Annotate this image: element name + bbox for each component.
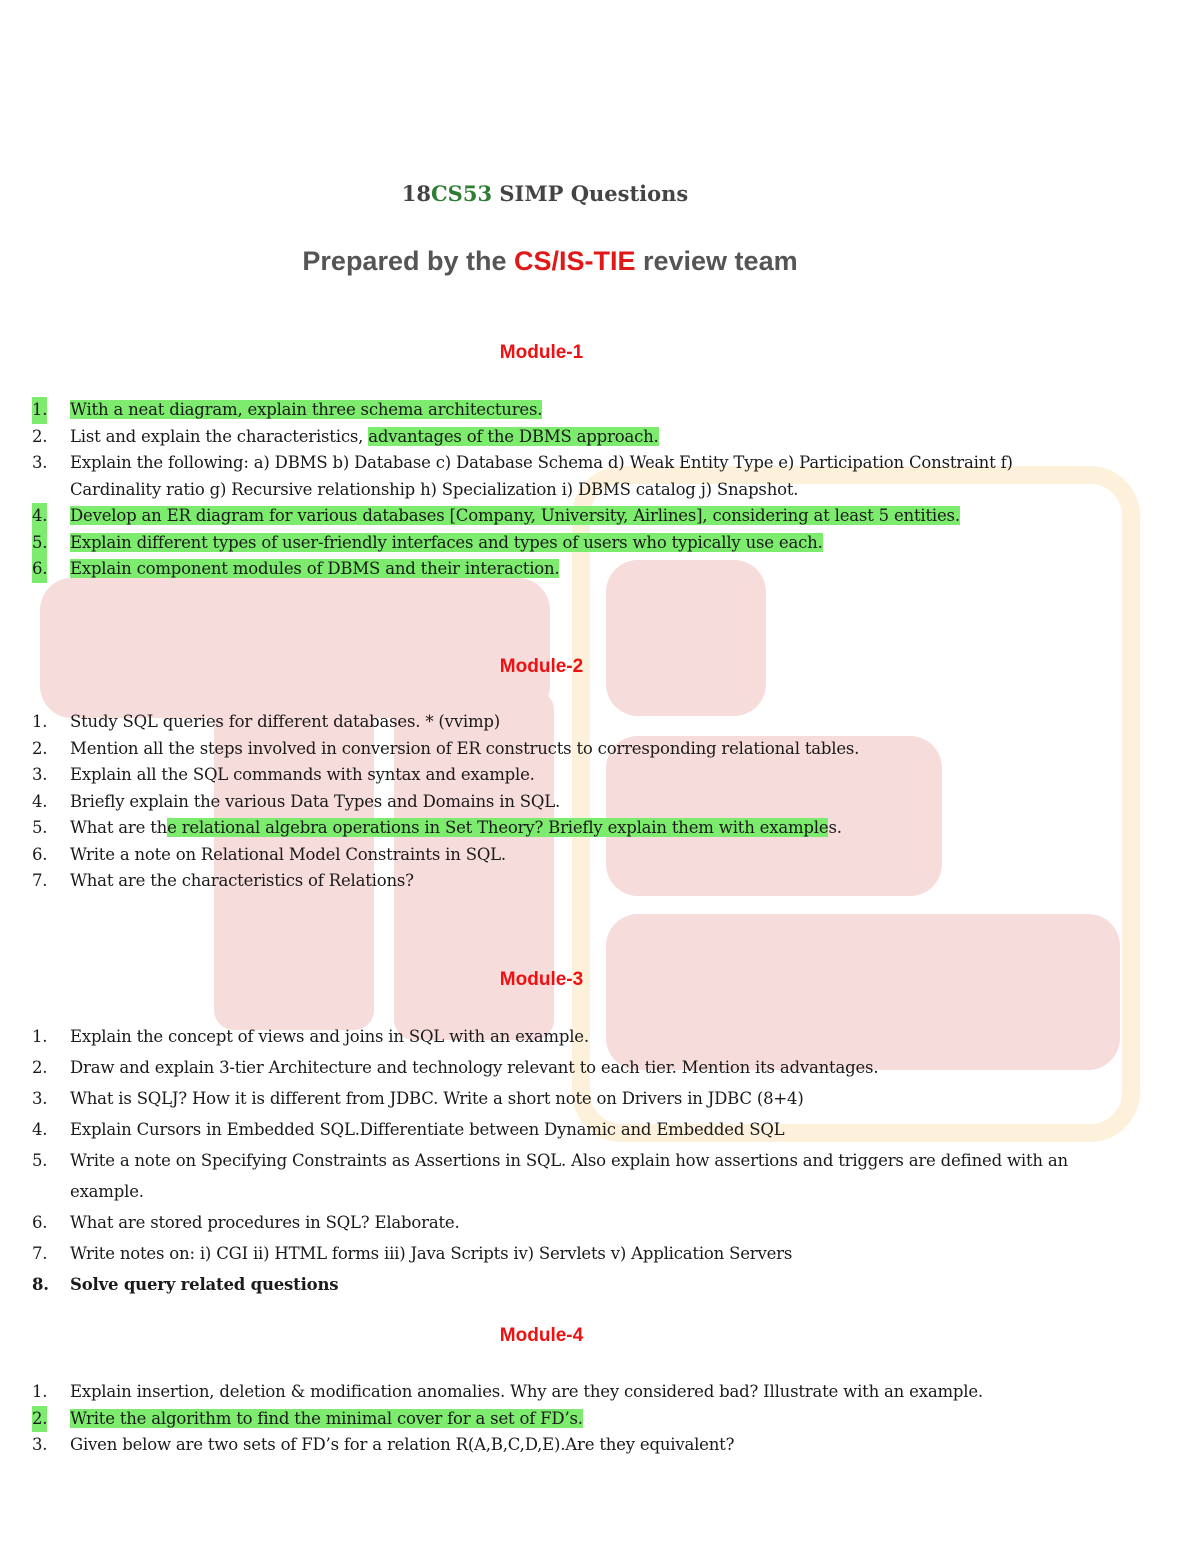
item-number: 5. <box>32 530 47 557</box>
list-item <box>32 789 1082 816</box>
list-item <box>32 762 1082 789</box>
item-text: Explain the following: a) DBMS b) Database c) Database Schema d) Weak Entity Type e) Participation Constraint f) Cardinality ratio g) Recursive relationship h) Specialization i) DBMS catalog j) Snapshot. <box>70 453 1013 499</box>
item-number: 3. <box>32 1435 48 1454</box>
item-number: 1. <box>32 1382 48 1401</box>
item-text: Draw and explain 3-tier Architecture and technology relevant to each tier. Mention its advantages. <box>70 1058 879 1077</box>
list-item <box>32 1238 1082 1269</box>
item-text: Study SQL queries for different databases. * (vvimp) <box>70 712 501 731</box>
item-text: What are the characteristics of Relations? <box>70 871 414 890</box>
title-rest: SIMP Questions <box>492 181 689 206</box>
list-item <box>32 1114 1082 1145</box>
list-item <box>32 530 1082 557</box>
item-text: Briefly explain the various Data Types and Domains in SQL. <box>70 791 561 811</box>
list-item <box>32 868 1082 895</box>
item-number: 2. <box>32 738 48 758</box>
item-text: Develop an ER diagram for various databases [Company, University, Airlines], considering at least 5 entities. <box>70 506 960 525</box>
item-text: What is SQLJ? How it is different from JDBC. Write a short note on Drivers in JDBC (8+4) <box>70 1089 804 1108</box>
list-item <box>32 736 1082 763</box>
module-2-heading: Module-2 <box>499 656 584 677</box>
item-text: s. <box>828 818 842 837</box>
item-number: 6. <box>32 1213 48 1232</box>
module-3-list <box>32 1021 1082 1300</box>
item-text: What are stored procedures in SQL? Elaborate. <box>70 1213 460 1232</box>
item-text: Write a note on Relational Model Constraints in SQL. <box>70 844 506 864</box>
item-number: 1. <box>32 1027 48 1046</box>
page-subtitle <box>0 246 1100 277</box>
item-number: 1. <box>32 397 47 424</box>
item-number: 4. <box>32 1120 48 1139</box>
item-text: Given below are two sets of FD’s for a relation R(A,B,C,D,E).Are they equivalent? <box>70 1435 735 1454</box>
item-highlight: advantages of the DBMS approach. <box>368 426 659 446</box>
item-text: Explain all the SQL commands with syntax and example. <box>70 765 535 784</box>
item-number: 1. <box>32 712 48 731</box>
list-item <box>32 709 1082 736</box>
list-item <box>32 1406 1082 1433</box>
item-number: 8. <box>32 1275 49 1294</box>
list-item <box>32 1207 1082 1238</box>
course-code: CS53 <box>430 181 493 206</box>
item-text: What are th <box>70 818 168 837</box>
item-number: 3. <box>32 1089 48 1108</box>
item-highlight: e relational algebra operations in Set Theory? Briefly explain them with example <box>167 818 829 837</box>
list-item <box>32 397 1082 424</box>
item-text: Write a note on Specifying Constraints as Assertions in SQL. Also explain how assertions and triggers are defined with an example. <box>70 1151 1068 1201</box>
list-item <box>32 1145 1082 1207</box>
item-number: 7. <box>32 1244 48 1263</box>
list-item <box>32 503 1082 530</box>
subtitle-suffix: review team <box>635 246 798 276</box>
title-prefix: 18 <box>401 181 431 206</box>
list-item <box>32 1021 1082 1052</box>
module-3-heading: Module-3 <box>499 969 584 990</box>
item-text: Explain insertion, deletion & modification anomalies. Why are they considered bad? Illustrate with an example. <box>70 1382 983 1401</box>
item-text: Explain the concept of views and joins in SQL with an example. <box>70 1027 589 1046</box>
item-text: Write the algorithm to find the minimal cover for a set of FD’s. <box>70 1408 583 1428</box>
item-number: 6. <box>32 556 47 583</box>
item-text: Explain different types of user-friendly interfaces and types of users who typically use each. <box>70 532 823 552</box>
item-number: 3. <box>32 765 48 784</box>
module-2-list <box>32 709 1082 895</box>
list-item <box>32 424 1082 451</box>
item-number: 2. <box>32 426 48 446</box>
item-text: List and explain the characteristics, <box>70 426 369 446</box>
item-text: With a neat diagram, explain three schema architectures. <box>70 400 543 419</box>
module-1-list <box>32 397 1082 583</box>
subtitle-prefix: Prepared by the <box>302 246 514 276</box>
item-number: 6. <box>32 844 48 864</box>
item-number: 5. <box>32 818 48 837</box>
team-name: CS/IS-TIE <box>513 246 636 276</box>
list-item <box>32 1269 1082 1300</box>
item-number: 5. <box>32 1151 48 1170</box>
item-number: 2. <box>32 1406 47 1433</box>
list-item <box>32 1052 1082 1083</box>
item-text: Mention all the steps involved in conversion of ER constructs to corresponding relational tables. <box>70 738 860 758</box>
list-item <box>32 1083 1082 1114</box>
item-text: Explain Cursors in Embedded SQL.Differentiate between Dynamic and Embedded SQL <box>70 1120 785 1139</box>
watermark-block <box>606 560 766 716</box>
item-number: 2. <box>32 1058 48 1077</box>
module-4-list <box>32 1379 1082 1459</box>
module-1-heading: Module-1 <box>499 342 584 363</box>
list-item <box>32 1379 1082 1406</box>
item-text: Write notes on: i) CGI ii) HTML forms iii) Java Scripts iv) Servlets v) Application Servers <box>70 1244 793 1263</box>
item-number: 3. <box>32 453 48 472</box>
list-item <box>32 556 1082 583</box>
list-item <box>32 450 1082 503</box>
item-text: Solve query related questions <box>70 1275 339 1294</box>
item-number: 7. <box>32 871 48 890</box>
list-item <box>32 815 1082 842</box>
item-text: Explain component modules of DBMS and their interaction. <box>70 559 560 578</box>
item-number: 4. <box>32 791 48 811</box>
list-item <box>32 1432 1082 1459</box>
item-number: 4. <box>32 503 47 530</box>
list-item <box>32 842 1082 869</box>
page-title <box>0 181 1090 206</box>
module-4-heading: Module-4 <box>499 1325 584 1346</box>
